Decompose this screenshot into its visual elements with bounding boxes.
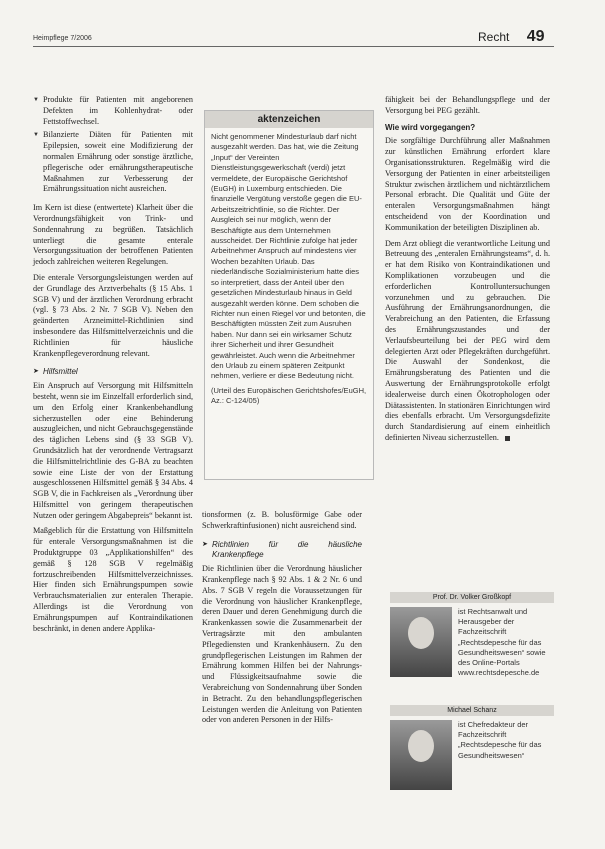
journal-name: Heimpflege 7/2006 [33,35,92,42]
subheading-krankenpflege: ➤ Richtlinien für die häusliche Krankenpflege [202,540,362,562]
author-name: Prof. Dr. Volker Großkopf [390,592,554,603]
column-middle [202,510,362,731]
bullet-list [33,95,193,195]
end-mark-icon [505,436,510,441]
paragraph [385,239,550,444]
box-source: (Urteil des Europäischen Gerichtshofes/EuGH, Az.: C-124/05) [211,385,367,406]
author-photo [390,607,452,677]
paragraph: Die enterale Versorgungsleistungen werden auf der Grundlage des Arztverbehalts (§ 15 Abs. 1 SGB V) und der ärztlichen Verordnung erbracht (vgl. § 73 Abs. 2 Nr. 7 SGB V). Neben den geänderten Arzneimittel-Richtlinien sind insbesondere das Hilfsmittelverzeichnis und die Richtlinien für häusliche Krankenpflegeverordnung relevant. [33,272,193,358]
paragraph: tionsformen (z. B. bolusförmige Gabe oder Schwerkraftinfusionen) nicht ausreichend sind. [202,510,362,530]
column-left [33,95,193,639]
paragraph: Ein Anspruch auf Versorgung mit Hilfsmitteln besteht, wenn sie im Einzelfall erforderlich sind, um den Erfolg einer Krankenbehandlung sicherzustellen oder eine Behinderung auszugleichen, und nicht Gebrauchsgegenstände des täglichen Lebens sind (§ 33 SGB V). Grundsätzlich hat der verordnende Vertragsarzt die Hilfsmittelrichtlinie des G-BA zu beachten sowie eine Liste der von der Erstattung ausgeschlossenen Hilfsmittel gemäß § 34 Abs. 4 SGB V, die in Fachkreisen als „Verordnung über Hilfsmittel von geringem therapeutischen Nutzen oder geringem Abgabepreis“ bekannt ist. [33,381,193,520]
paragraph: Im Kern ist diese (entwertete) Klarheit über die Verordnungsfähigkeit von Trink- und Sondennahrung zu begrüßen. Tatsächlich unterliegt die gesamte enterale Versorgungssituation der betroffenen Patienten jedoch zahlreichen weiteren Regelungen. [33,203,193,267]
section-title: Recht [478,30,510,44]
page-number: 49 [526,28,545,45]
paragraph: Die Richtlinien über die Verordnung häuslicher Krankenpflege nach § 92 Abs. 1 & 2 Nr. 6 und Abs. 7 SGB V regeln die Voraussetzungen für die Verordnung von häuslicher Krankenpflege, deren Dauer und deren Genehmigung durch die Krankenkassen sowie die Zusammenarbeit der Vertragsärzte mit den ambulanten Pflegediensten und Krankenhäusern. Zu den grundpflegerischen Leistungen im Rahmen der Ernährung kommen Hilfen bei der Nahrungs- und Flüssigkeitsaufnahme sowie die Verabreichung von Sondennahrung über Sonden in Betracht. Zu den behandlungspflegerischen Leistungen werden die Anleitung von Patienten oder von anderen Personen in der Hilfs- [202,564,362,725]
box-title: aktenzeichen [205,111,373,128]
author-profile [390,592,554,678]
bullet-item: ▼ Produkte für Patienten mit angeborenen Defekten im Kohlenhydrat- oder Fettstoffwechsel. [33,95,193,127]
paragraph: fähigkeit bei der Behandlungspflege und der Versorgung bei PEG gezählt. [385,95,550,115]
box-text: Nicht genommener Mindesturlaub darf nicht ausgezahlt werden. Das hat, wie die Zeitung „Input“ der Vereinten Dienstleistungsgewerkschaft (verdi) jetzt vermeldete, der Europäische Gerichtshof (EuGH) in Luxemburg entschieden. Die finanzielle Vergütung verstoße gegen die EU-Arbeitszeitrichtlinie, so die Richter. Der Ausgleich sei nur möglich, wenn der Beschäftigte aus dem Unternehmen ausscheidet. Der Richtlinie zufolge hat jeder Arbeitnehmer Anspruch auf mindestens vier Wochen bezahlten Urlaub. Das niederländische Sozialministerium hatte dies so interpretiert, dass der Anteil über den gesetzlichen Mindesturlaub hinaus in Geld ausgezahlt werden könne. Dem schoben die Richter nun einen Riegel vor und betonten, die Beschäftigten müssten Zeit zum Ausruhen haben. Nur dann sei ein wirksamer Schutz ihrer Sicherheit und ihrer Gesundheit gewährleistet. Auch wenn die Arbeitnehmer den Urlaub zu einem späteren Zeitpunkt nehmen, verliere er diese Bedeutung nicht. [211,132,366,381]
author-bio: ist Rechtsanwalt und Herausgeber der Fachzeitschrift „Rechtsdepesche für das Gesundheitswesen“ sowie des Online-Portals www.rechtsdepesche.de [458,607,546,678]
author-profile [390,705,554,790]
paragraph: Die sorgfältige Durchführung aller Maßnahmen zur künstlichen Ernährung erfordert klare Organisationsstrukturen. Regelmäßig wird die Versorgung der Patienten in einer arbeitsteiligen Struktur zwischen ärztlichem und nichtärztlichem Personal erbracht. Die Qualität und Güte der enteralen Versorgungsmaßnahmen hängt entscheidend von der Koordination und Kommunikation der beteiligten Disziplinen ab. [385,136,550,232]
paragraph-text: Dem Arzt obliegt die verantwortliche Leitung und Betreuung des „enteralen Ernährungsteams“, d. h. er hat dem Risiko von Kontraindikationen und Komplikationen vorzubeugen und die erforderlichen Kontrolluntersuchungen vorzunehmen und zu gebrauchen. Die Ausführung der Ernährungsanordnungen, die Verabreichung an den Patienten, die Erfassung des Ernährungszustandes und der Verlaufsbeurteilung bei der PEG wird dem delegierten Arzt oder Pflegekräften durchgeführt. Die Auswahl der Sondenkost, die Ernährungsberatung des Patienten und die Auswertung der Ernährungsprotokolle erfolgt idealerweise durch einen Ökotrophologen oder Diätassistenten. In stationären Einrichtungen wird dies ebenfalls erbracht. Um Versorgungsdefizite durch Standardisierung auf einem einheitlich definierten Niveau sicherzustellen. [385,238,550,442]
author-name: Michael Schanz [390,705,554,716]
aktenzeichen-box [204,110,374,480]
paragraph: Maßgeblich für die Erstattung von Hilfsmitteln für enterale Versorgungsmaßnahmen ist die Produktgruppe 03 „Applikationshilfen“ des gemäß § 128 SGB V regelmäßig fortzuschreibenden Hilfsmittelverzeichnisses. Hier finden sich Ernährungspumpen sowie Verbrauchsmaterialien zur enteralen Therapie. Allerdings ist die Verordnung von Ernährungspumpen auf Kontraindikationen beschränkt, in denen andere Applika- [33,526,193,633]
column-right [385,95,550,449]
subheading-hilfsmittel: ➤ Hilfsmittel [33,367,193,378]
question-heading: Wie wird vorgegangen? [385,122,476,132]
author-bio: ist Chefredakteur der Fachzeitschrift „Rechtsdepesche für das Gesundheitswesen“ [458,720,542,760]
author-photo [390,720,452,790]
bullet-item: ▼ Bilanzierte Diäten für Patienten mit Epilepsien, soweit eine Modifizierung der normalen Ernährung oder sonstige ärztliche, pflegerische oder ernährungstherapeutische Maßnahmen zur Verbesserung der Ernährungssituation nicht ausreichen. [33,130,193,195]
section-header [478,28,545,46]
header-rule [33,46,554,47]
